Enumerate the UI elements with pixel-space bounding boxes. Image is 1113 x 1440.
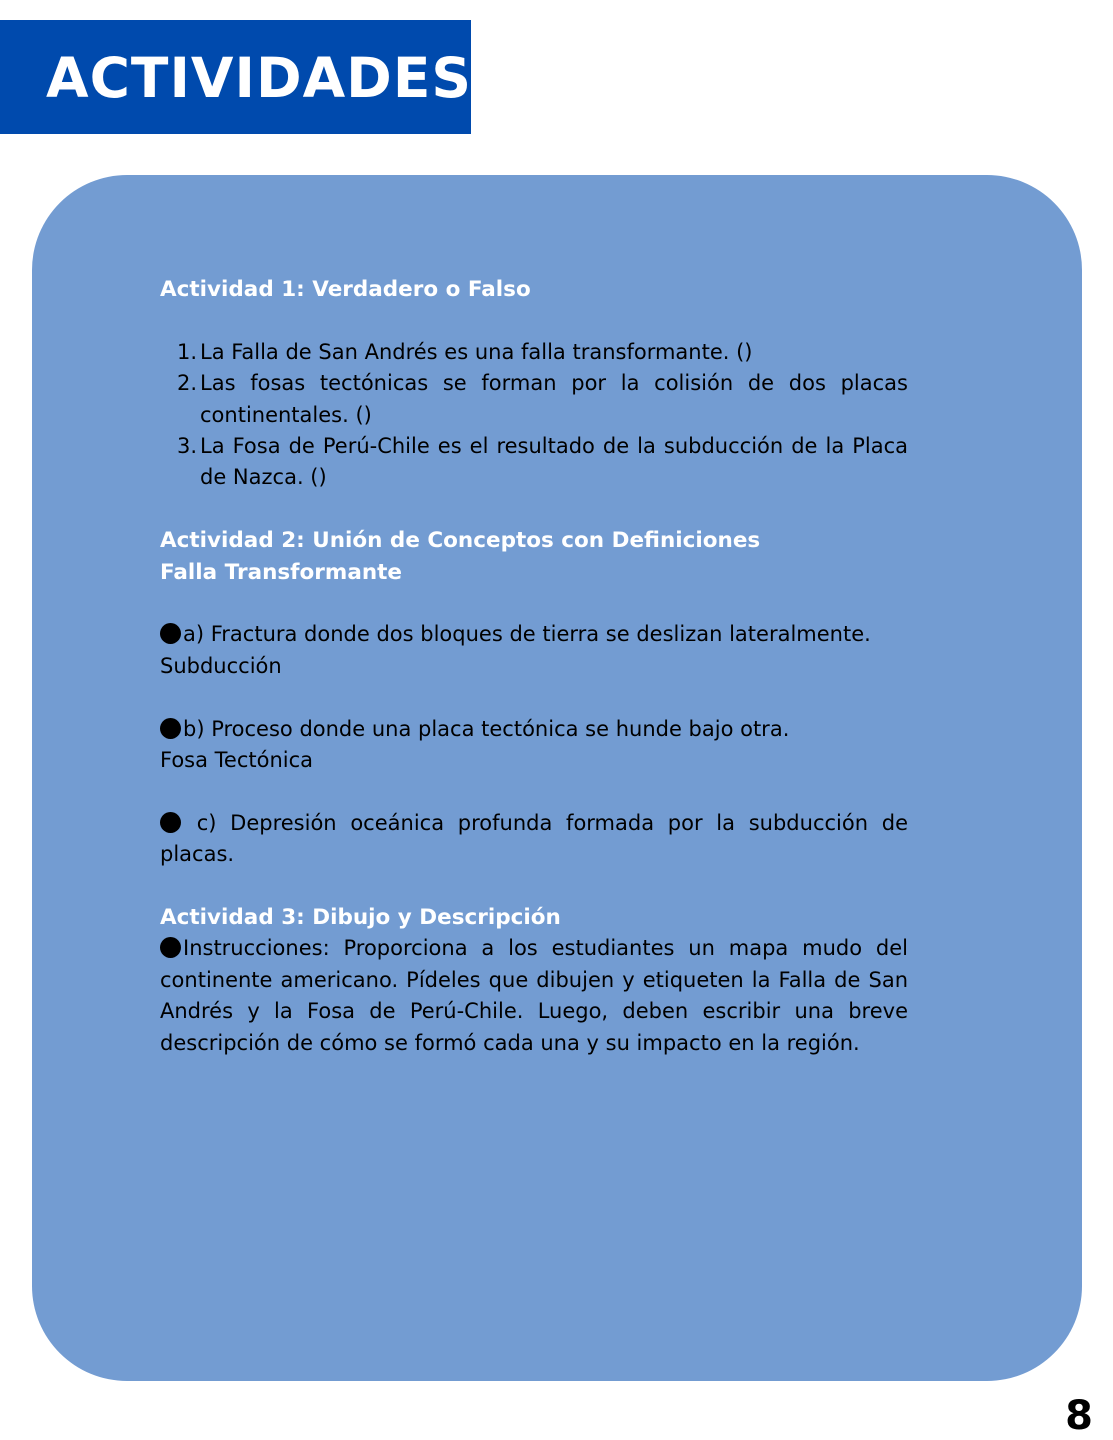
- list-item: [160, 431, 908, 494]
- bullet-icon: [160, 812, 181, 833]
- item-text: La Fosa de Perú-Chile es el resultado de la subducción de la Placa de Nazca. (): [200, 434, 908, 490]
- true-false-list: [160, 337, 908, 494]
- item-text: Las fosas tectónicas se forman por la colisión de dos placas continentales. (): [200, 371, 908, 427]
- list-item: [160, 337, 908, 368]
- item-number: 1.: [177, 339, 198, 364]
- bullet-icon: [160, 937, 181, 958]
- concept-label: Falla Transformante: [160, 559, 402, 585]
- activity-2-title: Actividad 2: Unión de Conceptos con Definiciones: [160, 528, 761, 554]
- instructions-text: Instrucciones: Proporciona a los estudiantes un mapa mudo del continente americano. Pídeles que dibujen y etiqueten la Falla de San Andrés y la Fosa de Perú-Chile. Luego, deben escribir una breve descripción de cómo se formó cada una y su impacto en la región.: [160, 936, 908, 1055]
- concept-label: Subducción: [160, 653, 282, 678]
- definition-item: [160, 808, 908, 871]
- definition-item: [160, 714, 908, 745]
- definition-text: c) Depresión oceánica profunda formada por la subducción de placas.: [160, 810, 908, 867]
- definition-text: a) Fractura donde dos bloques de tierra se deslizan lateralmente.: [183, 622, 871, 647]
- page-number: 8: [1065, 1393, 1093, 1439]
- item-number: 2.: [177, 371, 198, 396]
- concept-label: Fosa Tectónica: [160, 748, 314, 773]
- list-item: [160, 368, 908, 431]
- activity-1-title: Actividad 1: Verdadero o Falso: [160, 277, 531, 302]
- activities-content: [160, 274, 908, 1059]
- activity-3-title: Actividad 3: Dibujo y Descripción: [160, 905, 561, 931]
- definition-text: b) Proceso donde una placa tectónica se hunde bajo otra.: [183, 716, 790, 741]
- definition-item: [160, 619, 908, 650]
- page-title: ACTIVIDADES: [46, 46, 472, 110]
- instructions-paragraph: [160, 933, 908, 1059]
- item-text: La Falla de San Andrés es una falla transformante. (): [200, 339, 753, 364]
- bullet-icon: [160, 718, 181, 739]
- item-number: 3.: [177, 434, 198, 459]
- bullet-icon: [160, 623, 181, 644]
